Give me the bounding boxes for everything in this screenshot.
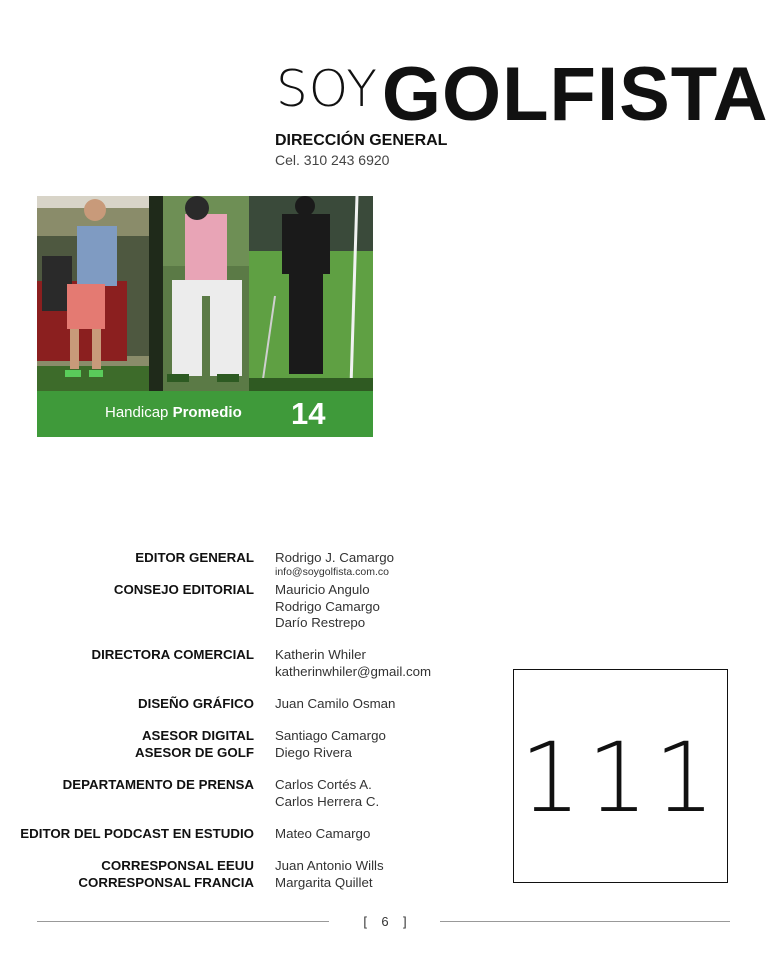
- credit-role: [0, 582, 254, 599]
- credit-line: Carlos Herrera C.: [275, 793, 380, 809]
- credit-line: Diego Rivera: [275, 744, 352, 760]
- credit-line: Mateo Camargo: [275, 826, 371, 841]
- handicap-value: 14: [291, 396, 326, 431]
- credit-names: [275, 647, 431, 680]
- credit-line: EDITOR GENERAL: [135, 550, 254, 565]
- credit-line: Katherin Whiler: [275, 647, 366, 662]
- footer-rule-right: [440, 921, 730, 922]
- credit-names: [275, 858, 384, 891]
- direction-block: [275, 132, 447, 168]
- handicap-label-bold: Promedio: [172, 404, 242, 421]
- handicap-label-light: Handicap: [105, 404, 169, 421]
- handicap-label: [105, 404, 242, 421]
- credit-email: info@soygolfista.com.co: [275, 565, 389, 578]
- credit-line: Margarita Quillet: [275, 874, 373, 890]
- credit-line: Juan Camilo Osman: [275, 696, 396, 711]
- direction-title: DIRECCIÓN GENERAL: [275, 132, 448, 149]
- credit-line: DIRECTORA COMERCIAL: [91, 647, 254, 662]
- credit-line: Darío Restrepo: [275, 615, 366, 630]
- credit-line: Carlos Cortés A.: [275, 777, 372, 792]
- credit-line: DISEÑO GRÁFICO: [138, 696, 254, 711]
- credit-line: CORRESPONSAL EEUU: [101, 858, 254, 873]
- credit-line: CORRESPONSAL FRANCIA: [78, 874, 254, 890]
- credit-role: [0, 777, 254, 794]
- credit-role: [0, 858, 254, 891]
- credit-line: Rodrigo J. Camargo: [275, 550, 394, 565]
- logo-soy: SOY: [276, 60, 378, 118]
- footer-rule-left: [37, 921, 329, 922]
- credit-role: [0, 647, 254, 664]
- page-folio: [ 6 ]: [363, 914, 407, 929]
- credit-line: CONSEJO EDITORIAL: [113, 582, 254, 597]
- credit-line: ASESOR DE GOLF: [135, 744, 254, 760]
- credit-names: [275, 777, 379, 810]
- credit-role: [0, 826, 254, 843]
- credit-names: [275, 582, 380, 632]
- handicap-bar: [37, 391, 373, 437]
- golfers-photo: [37, 196, 373, 437]
- direction-phone: Cel. 310 243 6920: [275, 152, 390, 168]
- credit-line: ASESOR DIGITAL: [141, 728, 254, 743]
- issue-number-box: [513, 669, 728, 883]
- credit-names: [275, 696, 395, 713]
- credit-line: Santiago Camargo: [275, 728, 386, 743]
- credit-names: [275, 550, 394, 578]
- credit-line: EDITOR DEL PODCAST EN ESTUDIO: [20, 826, 254, 841]
- credit-line: Juan Antonio Wills: [275, 858, 384, 873]
- credit-line: Mauricio Angulo: [275, 582, 370, 597]
- credit-line: DEPARTAMENTO DE PRENSA: [62, 777, 254, 792]
- credit-role: [0, 550, 254, 567]
- credit-line: katherinwhiler@gmail.com: [275, 663, 432, 679]
- credit-line: Rodrigo Camargo: [275, 598, 380, 614]
- logo-golfista: GOLFISTA: [381, 52, 768, 137]
- magazine-logo: [276, 52, 768, 137]
- credit-role: [0, 728, 254, 761]
- issue-number: 111: [519, 722, 722, 834]
- golfers-photo-illustration: [37, 196, 373, 391]
- credit-names: [275, 826, 370, 843]
- credit-role: [0, 696, 254, 713]
- credit-names: [275, 728, 386, 761]
